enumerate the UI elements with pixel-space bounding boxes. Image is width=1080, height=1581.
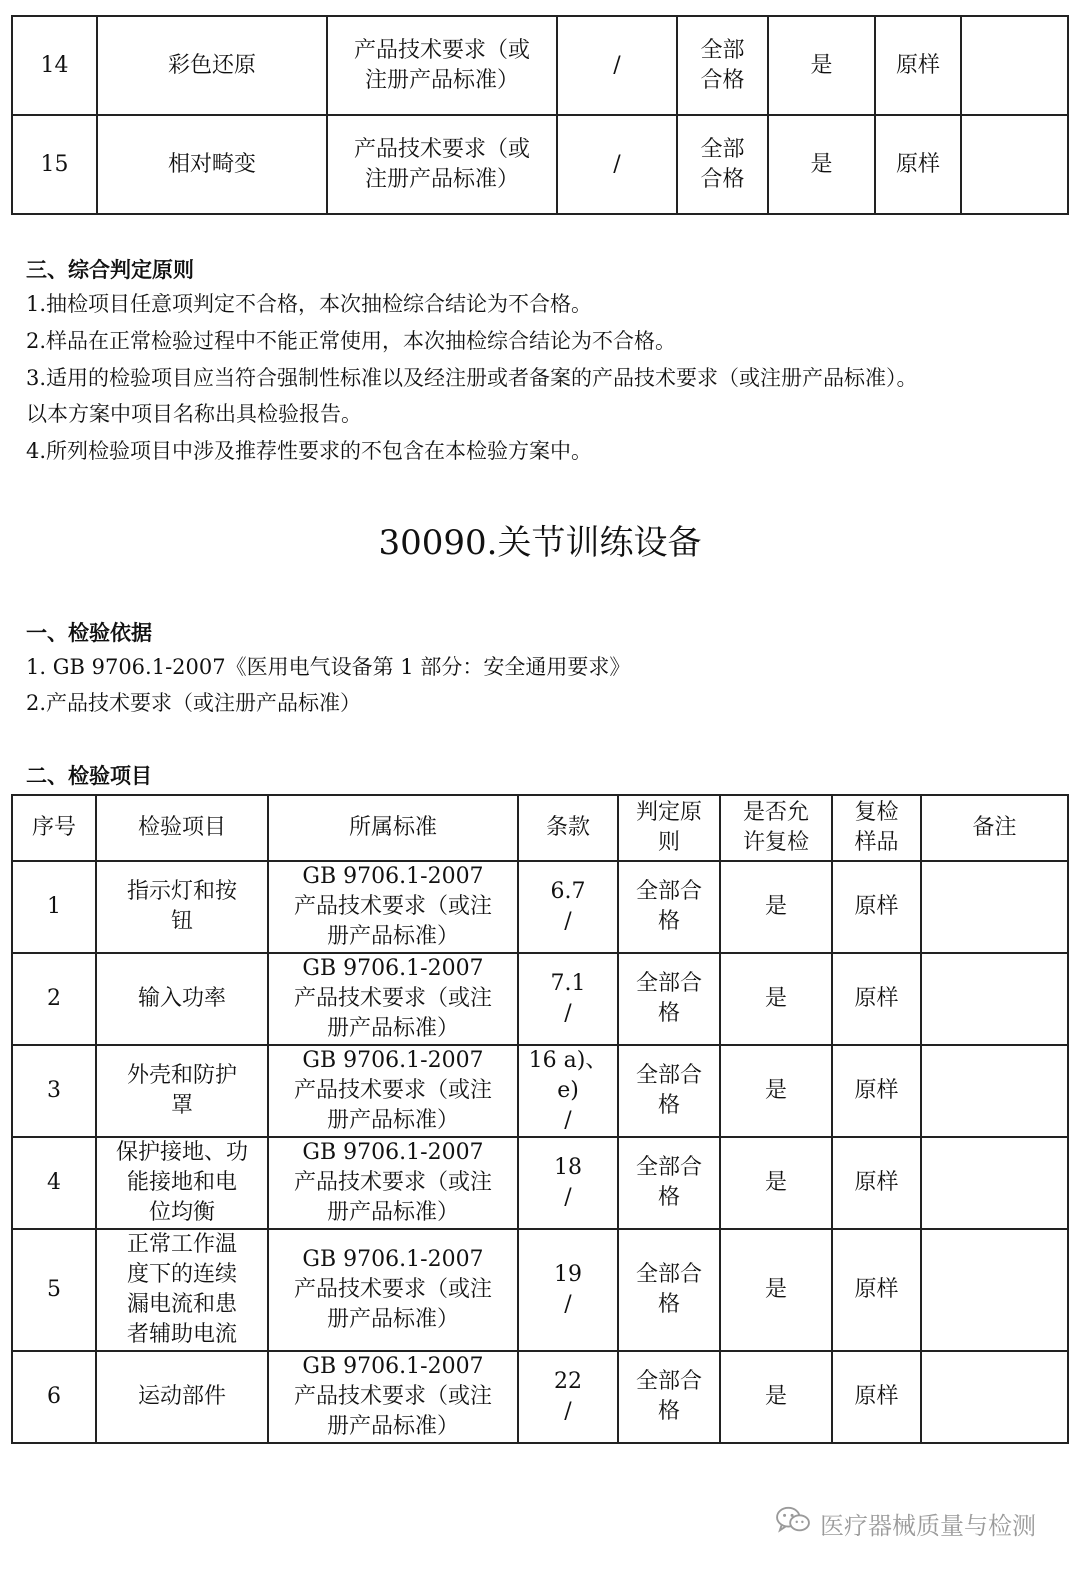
cell-principle: 全部合 格	[618, 861, 720, 953]
cell-recheck: 是	[720, 861, 832, 953]
header-standard: 所属标准	[268, 795, 518, 861]
table-row	[12, 861, 1068, 953]
cell-clause: 22 /	[518, 1351, 618, 1443]
section1-heading: 一、检验依据	[26, 621, 152, 645]
table-row	[12, 1229, 1068, 1351]
header-item: 检验项目	[96, 795, 268, 861]
cell-note	[921, 1045, 1068, 1137]
cell-recheck: 是	[720, 1229, 832, 1351]
table-row	[12, 115, 1068, 214]
cell-standard: GB 9706.1-2007 产品技术要求（或注 册产品标准）	[268, 953, 518, 1045]
cell-note	[921, 1229, 1068, 1351]
wechat-icon	[774, 1505, 812, 1541]
cell-standard: 产品技术要求（或 注册产品标准）	[327, 16, 557, 115]
cell-item: 指示灯和按 钮	[96, 861, 268, 953]
cell-sample: 原样	[832, 1045, 921, 1137]
cell-note	[961, 16, 1068, 115]
header-clause: 条款	[518, 795, 618, 861]
section3-line-1: 1.抽检项目任意项判定不合格，本次抽检综合结论为不合格。	[26, 292, 593, 316]
cell-clause: /	[557, 115, 677, 214]
cell-item: 彩色还原	[97, 16, 327, 115]
cell-principle: 全部合 格	[618, 1351, 720, 1443]
cell-no: 2	[12, 953, 96, 1045]
cell-principle: 全部 合格	[677, 16, 768, 115]
cell-standard: GB 9706.1-2007 产品技术要求（或注 册产品标准）	[268, 1229, 518, 1351]
cell-recheck: 是	[720, 953, 832, 1045]
section1-line-2: 2.产品技术要求（或注册产品标准）	[26, 691, 362, 715]
watermark	[774, 1505, 1036, 1541]
cell-principle: 全部 合格	[677, 115, 768, 214]
cell-no: 5	[12, 1229, 96, 1351]
cell-recheck: 是	[720, 1045, 832, 1137]
cell-no: 3	[12, 1045, 96, 1137]
table-row	[12, 953, 1068, 1045]
cell-principle: 全部合 格	[618, 953, 720, 1045]
page-title: 30090.关节训练设备	[378, 523, 702, 563]
table-header-row	[12, 795, 1068, 861]
cell-no: 15	[12, 115, 97, 214]
cell-sample: 原样	[875, 115, 961, 214]
cell-standard: GB 9706.1-2007 产品技术要求（或注 册产品标准）	[268, 1045, 518, 1137]
cell-sample: 原样	[832, 1137, 921, 1229]
cell-item: 保护接地、功 能接地和电 位均衡	[96, 1137, 268, 1229]
cell-no: 6	[12, 1351, 96, 1443]
cell-standard: GB 9706.1-2007 产品技术要求（或注 册产品标准）	[268, 1351, 518, 1443]
cell-note	[921, 861, 1068, 953]
cell-no: 4	[12, 1137, 96, 1229]
header-no: 序号	[12, 795, 96, 861]
cell-clause: 7.1 /	[518, 953, 618, 1045]
cell-item: 正常工作温 度下的连续 漏电流和患 者辅助电流	[96, 1229, 268, 1351]
cell-clause: 6.7 /	[518, 861, 618, 953]
cell-no: 1	[12, 861, 96, 953]
section3-line-3: 3.适用的检验项目应当符合强制性标准以及经注册或者备案的产品技术要求（或注册产品标准）。	[26, 366, 918, 390]
cell-item: 运动部件	[96, 1351, 268, 1443]
table-row	[12, 1351, 1068, 1443]
cell-note	[921, 1351, 1068, 1443]
cell-recheck: 是	[720, 1137, 832, 1229]
cell-item: 相对畸变	[97, 115, 327, 214]
cell-note	[921, 953, 1068, 1045]
cell-no: 14	[12, 16, 97, 115]
section1-line-1: 1. GB 9706.1-2007《医用电气设备第 1 部分：安全通用要求》	[26, 655, 631, 679]
cell-item: 输入功率	[96, 953, 268, 1045]
section3-heading: 三、综合判定原则	[26, 258, 194, 282]
cell-standard: GB 9706.1-2007 产品技术要求（或注 册产品标准）	[268, 1137, 518, 1229]
cell-clause: /	[557, 16, 677, 115]
items-table	[11, 794, 1069, 1444]
cell-recheck: 是	[720, 1351, 832, 1443]
cell-principle: 全部合 格	[618, 1045, 720, 1137]
table-row	[12, 16, 1068, 115]
table-row	[12, 1137, 1068, 1229]
section2-heading: 二、检验项目	[26, 764, 152, 788]
cell-clause: 16 a)、 e) /	[518, 1045, 618, 1137]
section3-line-4: 以本方案中项目名称出具检验报告。	[26, 402, 362, 426]
cell-standard: GB 9706.1-2007 产品技术要求（或注 册产品标准）	[268, 861, 518, 953]
cell-recheck: 是	[768, 16, 875, 115]
cell-sample: 原样	[832, 1351, 921, 1443]
cell-clause: 18 /	[518, 1137, 618, 1229]
cell-sample: 原样	[875, 16, 961, 115]
cell-clause: 19 /	[518, 1229, 618, 1351]
cell-sample: 原样	[832, 861, 921, 953]
header-recheck: 是否允 许复检	[720, 795, 832, 861]
cell-principle: 全部合 格	[618, 1229, 720, 1351]
cell-sample: 原样	[832, 953, 921, 1045]
section3-line-2: 2.样品在正常检验过程中不能正常使用，本次抽检综合结论为不合格。	[26, 329, 677, 353]
cell-item: 外壳和防护 罩	[96, 1045, 268, 1137]
section3-line-5: 4.所列检验项目中涉及推荐性要求的不包含在本检验方案中。	[26, 439, 593, 463]
cell-sample: 原样	[832, 1229, 921, 1351]
cell-recheck: 是	[768, 115, 875, 214]
cell-note	[961, 115, 1068, 214]
header-note: 备注	[921, 795, 1068, 861]
table-row	[12, 1045, 1068, 1137]
watermark-text: 医疗器械质量与检测	[820, 1511, 1036, 1540]
cell-standard: 产品技术要求（或 注册产品标准）	[327, 115, 557, 214]
header-sample: 复检 样品	[832, 795, 921, 861]
top-table	[11, 15, 1069, 215]
header-principle: 判定原 则	[618, 795, 720, 861]
cell-note	[921, 1137, 1068, 1229]
cell-principle: 全部合 格	[618, 1137, 720, 1229]
